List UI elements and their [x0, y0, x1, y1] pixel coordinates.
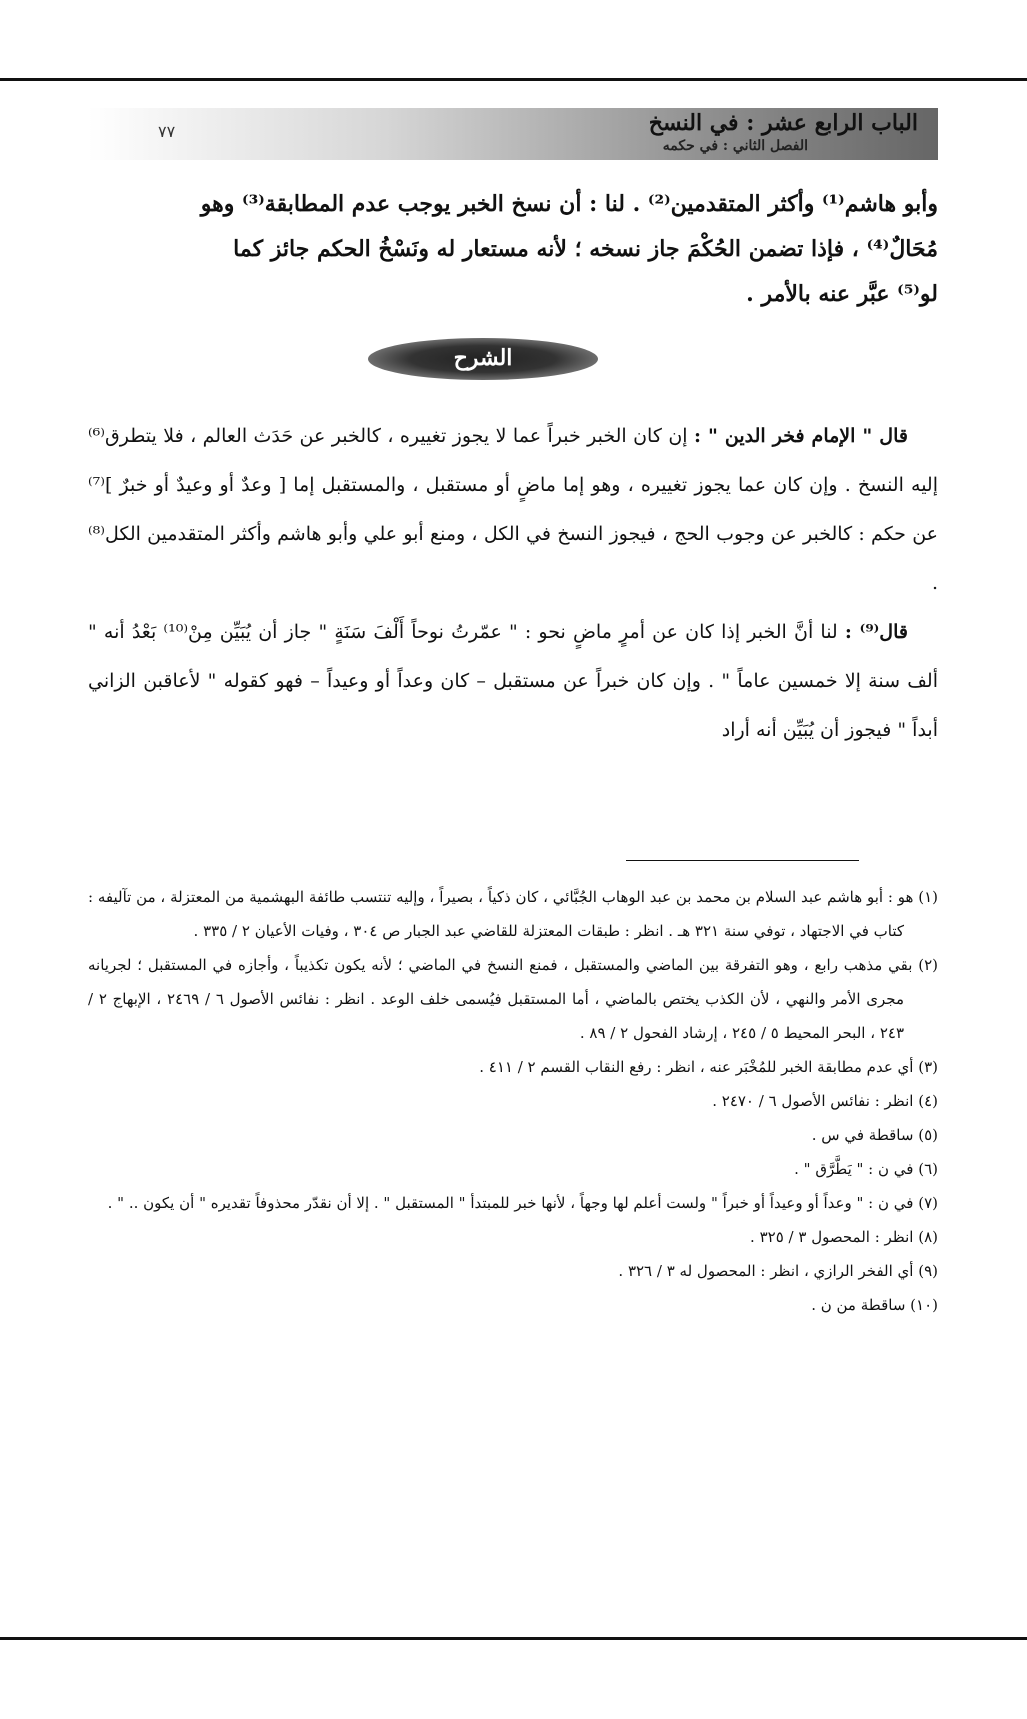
footnote: (٥) ساقطة في س . [811, 1126, 938, 1144]
footnote: (٧) في ن : " وعداً أو وعيداً أو خبراً " ولست أعلم لها وجهاً ، لأنها خبر للمبتدأ " المستقبل " . إلا أن نقدّر محذوفاً تقديره " أن يكون .. " . [107, 1194, 938, 1212]
footnote: (٣) أي عدم مطابقة الخبر للمُخْبَر عنه ، انظر : رفع النقاب القسم ٢ / ٤١١ . [479, 1058, 938, 1076]
commentary-body: إن كان الخبر خبراً عما لا يجوز تغييره ، كالخبر عن حَدَث العالم ، فلا يتطرق⁽⁶⁾ إليه النسخ . وإن كان عما يجوز تغييره ، وهو إما ماضٍ أو مستقبل ، والمستقبل إما [ وعدٌ أو وعيدٌ أو خبرٌ ]⁽⁷⁾ عن حكم : كالخبر عن وجوب الحج ، فيجوز النسخ في الكل ، ومنع أبو علي وأبو هاشم وأكثر المتقدمين الكل⁽⁸⁾ . [88, 425, 938, 594]
main-text-line: وأبو هاشم⁽¹⁾ وأكثر المتقدمين⁽²⁾ . لنا : أن نسخ الخبر يوجب عدم المطابقة⁽³⁾ وهو [200, 191, 938, 217]
chapter-title: الباب الرابع عشر : في النسخ [648, 110, 918, 136]
section-subtitle: الفصل الثاني : في حكمه [662, 138, 808, 154]
footnote: (٦) في ن : " يَطَّرَّق " . [794, 1160, 938, 1178]
page-number: ٧٧ [158, 122, 176, 141]
commentary-paragraph [88, 608, 938, 755]
footnote: (١٠) ساقطة من ن . [811, 1296, 938, 1314]
footnote: (٤) انظر : نفائس الأصول ٦ / ٢٤٧٠ . [712, 1092, 938, 1110]
commentary-lead: قال " الإمام فخر الدين " : [694, 425, 908, 447]
footnote-rule [626, 860, 859, 861]
footnote: (٩) أي الفخر الرازي ، انظر : المحصول له ٣ / ٣٢٦ . [618, 1262, 938, 1280]
footnotes [88, 880, 938, 1322]
footnote: (٢) بقي مذهب رابع ، وهو التفرقة بين الماضي والمستقبل ، فمنع النسخ في الماضي ؛ لأنه يكون تكذيباً ، وأجازه في المستقبل ؛ لجريانه مجرى الأمر والنهي ، لأن الكذب يختص بالماضي ، أما المستقبل فيُسمى خلف الوعد . انظر : نفائس الأصول ٦ / ٢٤٦٩ ، الإبهاج ٢ / ٢٤٣ ، البحر المحيط ٥ / ٢٤٥ ، إرشاد الفحول ٢ / ٨٩ . [88, 956, 938, 1042]
footnote: (١) هو : أبو هاشم عبد السلام بن محمد بن عبد الوهاب الجُبَّائي ، كان ذكياً ، بصيراً ، وإليه تنتسب طائفة البهشمية من المعتزلة ، من تآليفه : كتاب في الاجتهاد ، توفي سنة ٣٢١ هـ . انظر : طبقات المعتزلة للقاضي عبد الجبار ص ٣٠٤ ، وفيات الأعيان ٢ / ٣٣٥ . [88, 888, 938, 940]
main-text-line: لو⁽⁵⁾ عبَّر عنه بالأمر . [746, 281, 938, 307]
commentary-paragraph [88, 412, 938, 608]
commentary-body: لنا أنَّ الخبر إذا كان عن أمرٍ ماضٍ نحو : " عمّرتُ نوحاً أَلْفَ سَنَةٍ " جاز أن يُبَيِّن مِنْ⁽¹⁰⁾ بَعْدُ أنه " ألف سنة إلا خمسين عاماً " . وإن كان خبراً عن مستقبل – كان وعداً أو وعيداً – فهو كقوله " لأعاقبن الزاني أبداً " فيجوز أن يُبَيِّن أنه أراد [88, 621, 938, 741]
commentary [88, 412, 938, 755]
chapter-header [88, 108, 938, 160]
sharh-badge: الشرح [368, 338, 598, 380]
commentary-lead: قال⁽⁹⁾ : [844, 621, 908, 643]
top-rule [0, 78, 1027, 81]
footnote: (٨) انظر : المحصول ٣ / ٣٢٥ . [750, 1228, 938, 1246]
main-text [88, 182, 938, 317]
main-text-line: مُحَالٌ⁽⁴⁾ ، فإذا تضمن الحُكْمَ جاز نسخه ؛ لأنه مستعار له ونَسْخُ الحكم جائز كما [233, 236, 938, 262]
bottom-rule [0, 1637, 1027, 1640]
